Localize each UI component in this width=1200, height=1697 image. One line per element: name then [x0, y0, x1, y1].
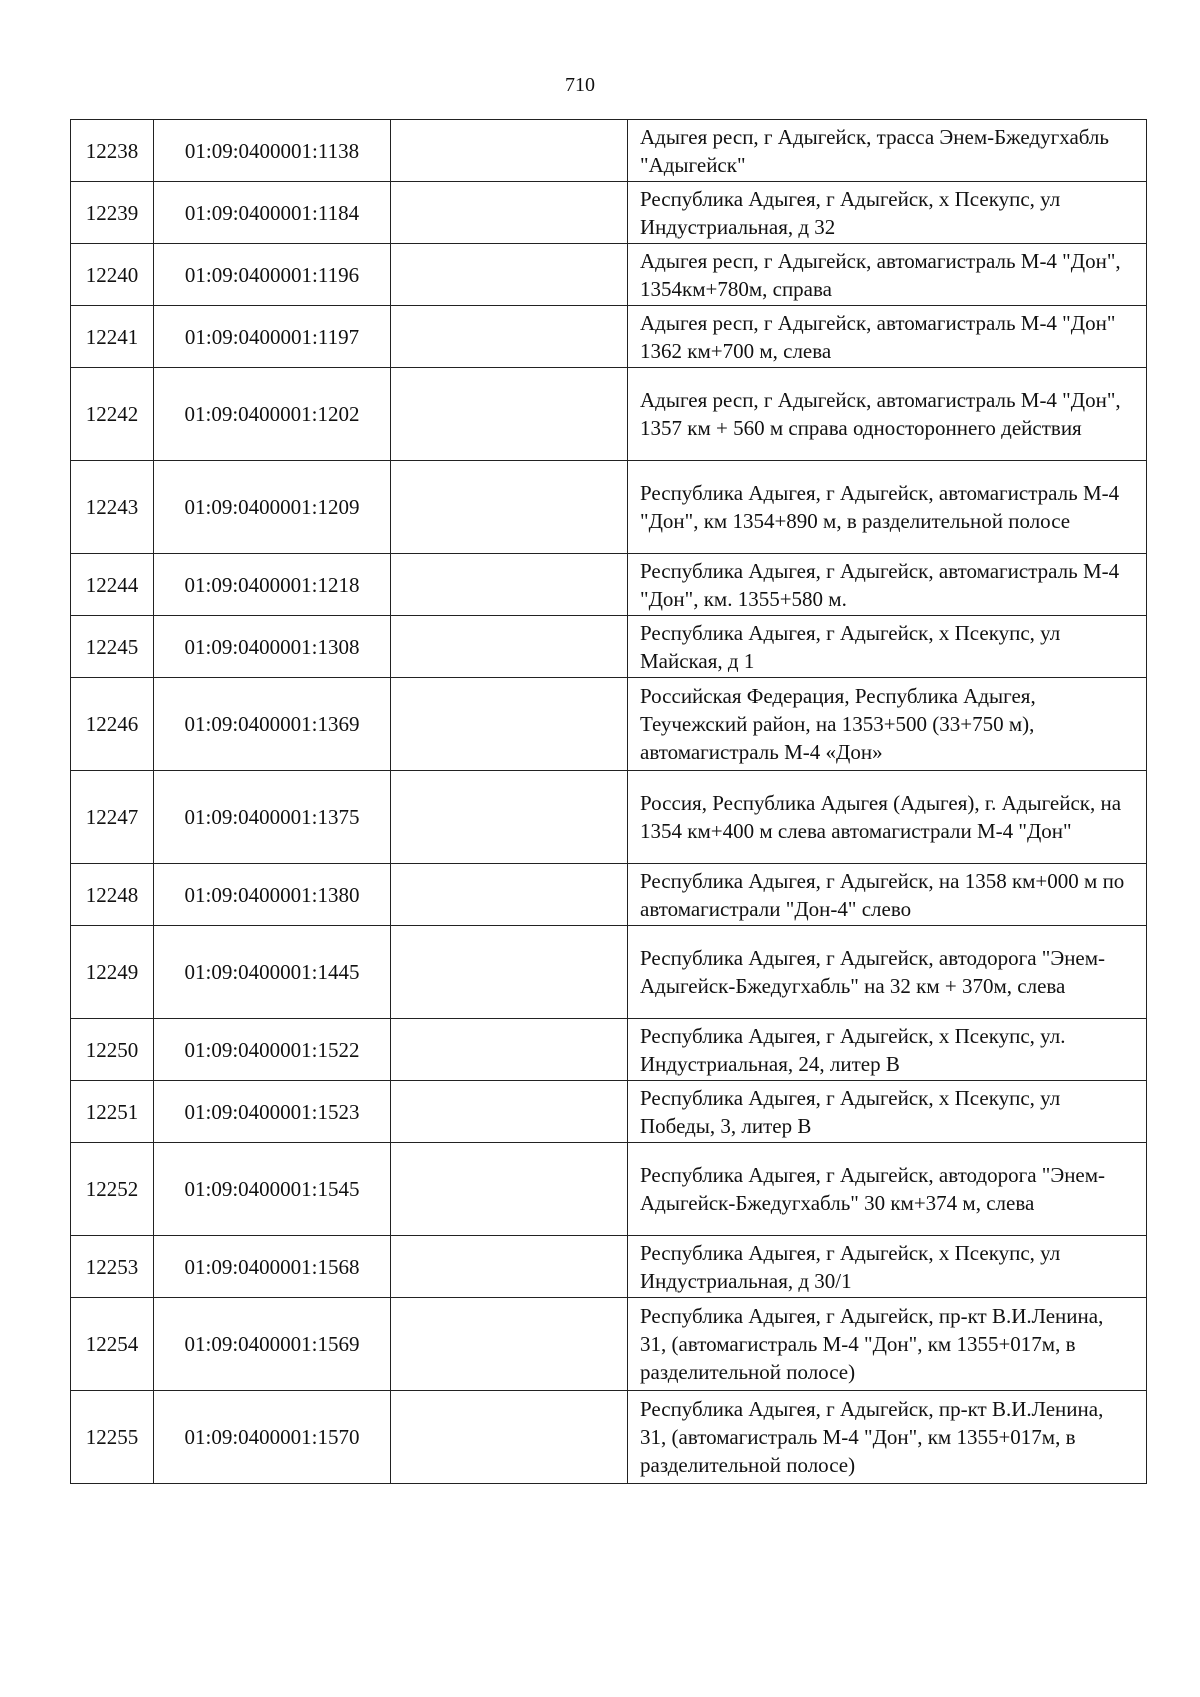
table-row [71, 244, 1147, 306]
empty-cell [391, 120, 628, 182]
address-cell: Республика Адыгея, г Адыгейск, автодорога "Энем-Адыгейск-Бжедугхабль" на 32 км + 370м, слева [628, 926, 1147, 1019]
row-number-cell: 12255 [71, 1391, 154, 1484]
address-cell: Республика Адыгея, г Адыгейск, автодорога "Энем-Адыгейск-Бжедугхабль" 30 км+374 м, слева [628, 1143, 1147, 1236]
empty-cell [391, 1143, 628, 1236]
row-number-cell: 12251 [71, 1081, 154, 1143]
empty-cell [391, 771, 628, 864]
table-row [71, 1143, 1147, 1236]
address-cell: Адыгея респ, г Адыгейск, автомагистраль М-4 "Дон", 1357 км + 560 м справа одностороннего действия [628, 368, 1147, 461]
empty-cell [391, 616, 628, 678]
row-number-cell: 12244 [71, 554, 154, 616]
empty-cell [391, 1236, 628, 1298]
cadastral-number-cell: 01:09:0400001:1209 [154, 461, 391, 554]
row-number-cell: 12240 [71, 244, 154, 306]
empty-cell [391, 1019, 628, 1081]
cadastral-number-cell: 01:09:0400001:1138 [154, 120, 391, 182]
address-cell: Республика Адыгея, г Адыгейск, пр-кт В.И.Ленина, 31, (автомагистраль М-4 "Дон", км 1355+017м, в разделительной полосе) [628, 1298, 1147, 1391]
row-number-cell: 12245 [71, 616, 154, 678]
address-cell: Республика Адыгея, г Адыгейск, х Псекупс, ул Индустриальная, д 32 [628, 182, 1147, 244]
cadastral-number-cell: 01:09:0400001:1202 [154, 368, 391, 461]
row-number-cell: 12242 [71, 368, 154, 461]
cadastral-number-cell: 01:09:0400001:1523 [154, 1081, 391, 1143]
address-cell: Адыгея респ, г Адыгейск, автомагистраль М-4 "Дон" 1362 км+700 м, слева [628, 306, 1147, 368]
table-row [71, 616, 1147, 678]
page-number: 710 [565, 74, 595, 96]
empty-cell [391, 554, 628, 616]
table-row [71, 1019, 1147, 1081]
empty-cell [391, 244, 628, 306]
cadastral-number-cell: 01:09:0400001:1308 [154, 616, 391, 678]
cadastral-number-cell: 01:09:0400001:1184 [154, 182, 391, 244]
row-number-cell: 12238 [71, 120, 154, 182]
row-number-cell: 12247 [71, 771, 154, 864]
row-number-cell: 12252 [71, 1143, 154, 1236]
table-row [71, 182, 1147, 244]
table-row [71, 926, 1147, 1019]
row-number-cell: 12254 [71, 1298, 154, 1391]
cadastral-number-cell: 01:09:0400001:1218 [154, 554, 391, 616]
address-cell: Республика Адыгея, г Адыгейск, х Псекупс, ул. Индустриальная, 24, литер В [628, 1019, 1147, 1081]
cadastral-number-cell: 01:09:0400001:1196 [154, 244, 391, 306]
table-row [71, 864, 1147, 926]
row-number-cell: 12248 [71, 864, 154, 926]
address-cell: Республика Адыгея, г Адыгейск, пр-кт В.И.Ленина, 31, (автомагистраль М-4 "Дон", км 1355+017м, в разделительной полосе) [628, 1391, 1147, 1484]
row-number-cell: 12239 [71, 182, 154, 244]
address-cell: Республика Адыгея, г Адыгейск, автомагистраль М-4 "Дон", км. 1355+580 м. [628, 554, 1147, 616]
address-cell: Адыгея респ, г Адыгейск, автомагистраль М-4 "Дон", 1354км+780м, справа [628, 244, 1147, 306]
row-number-cell: 12250 [71, 1019, 154, 1081]
cadastral-number-cell: 01:09:0400001:1369 [154, 678, 391, 771]
cadastral-number-cell: 01:09:0400001:1522 [154, 1019, 391, 1081]
registry-table-body [71, 120, 1147, 1484]
empty-cell [391, 1298, 628, 1391]
address-cell: Россия, Республика Адыгея (Адыгея), г. Адыгейск, на 1354 км+400 м слева автомагистрали М-4 "Дон" [628, 771, 1147, 864]
empty-cell [391, 926, 628, 1019]
address-cell: Республика Адыгея, г Адыгейск, х Псекупс, ул Майская, д 1 [628, 616, 1147, 678]
row-number-cell: 12243 [71, 461, 154, 554]
empty-cell [391, 306, 628, 368]
cadastral-number-cell: 01:09:0400001:1568 [154, 1236, 391, 1298]
cadastral-number-cell: 01:09:0400001:1197 [154, 306, 391, 368]
table-row [71, 306, 1147, 368]
cadastral-number-cell: 01:09:0400001:1375 [154, 771, 391, 864]
table-row [71, 368, 1147, 461]
table-row [71, 1081, 1147, 1143]
row-number-cell: 12241 [71, 306, 154, 368]
registry-table [70, 119, 1147, 1484]
empty-cell [391, 678, 628, 771]
table-row [71, 678, 1147, 771]
address-cell: Республика Адыгея, г Адыгейск, на 1358 км+000 м по автомагистрали "Дон-4" слево [628, 864, 1147, 926]
empty-cell [391, 182, 628, 244]
address-cell: Республика Адыгея, г Адыгейск, автомагистраль М-4 "Дон", км 1354+890 м, в разделительной полосе [628, 461, 1147, 554]
table-row [71, 120, 1147, 182]
cadastral-number-cell: 01:09:0400001:1570 [154, 1391, 391, 1484]
address-cell: Адыгея респ, г Адыгейск, трасса Энем-Бжедугхабль "Адыгейск" [628, 120, 1147, 182]
address-cell: Республика Адыгея, г Адыгейск, х Псекупс, ул Индустриальная, д 30/1 [628, 1236, 1147, 1298]
cadastral-number-cell: 01:09:0400001:1445 [154, 926, 391, 1019]
table-row [71, 461, 1147, 554]
address-cell: Республика Адыгея, г Адыгейск, х Псекупс, ул Победы, 3, литер В [628, 1081, 1147, 1143]
table-row [71, 1236, 1147, 1298]
row-number-cell: 12246 [71, 678, 154, 771]
empty-cell [391, 368, 628, 461]
row-number-cell: 12249 [71, 926, 154, 1019]
table-row [71, 1391, 1147, 1484]
cadastral-number-cell: 01:09:0400001:1545 [154, 1143, 391, 1236]
empty-cell [391, 461, 628, 554]
table-row [71, 771, 1147, 864]
table-row [71, 554, 1147, 616]
address-cell: Российская Федерация, Республика Адыгея, Теучежский район, на 1353+500 (33+750 м), автомагистраль М-4 «Дон» [628, 678, 1147, 771]
cadastral-number-cell: 01:09:0400001:1569 [154, 1298, 391, 1391]
cadastral-number-cell: 01:09:0400001:1380 [154, 864, 391, 926]
row-number-cell: 12253 [71, 1236, 154, 1298]
empty-cell [391, 1391, 628, 1484]
table-row [71, 1298, 1147, 1391]
empty-cell [391, 1081, 628, 1143]
empty-cell [391, 864, 628, 926]
